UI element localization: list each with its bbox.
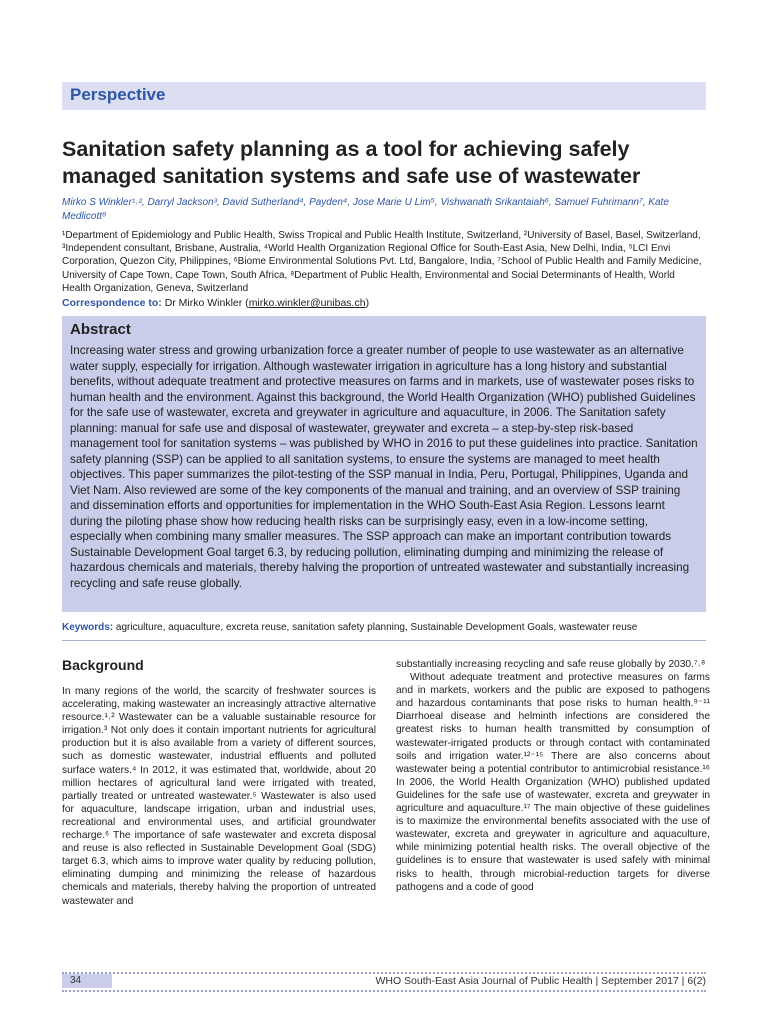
- abstract-heading: Abstract: [70, 321, 131, 338]
- article-title: Sanitation safety planning as a tool for achieving safely managed sanitation systems and safe use of wastewater: [62, 137, 641, 188]
- author-list: Mirko S Winkler¹˒², Darryl Jackson³, David Sutherland⁴, Payden⁴, Jose Marie U Lim⁵, Vishwanath Srikantaiah⁶, Samuel Fuhrimann⁷, Kate Medlicott⁸: [62, 197, 669, 222]
- keywords-label: Keywords:: [62, 622, 114, 633]
- right-column: [396, 658, 710, 894]
- keywords-divider: [62, 640, 706, 641]
- background-heading: Background: [62, 657, 144, 673]
- affiliations: ¹Department of Epidemiology and Public Health, Swiss Tropical and Public Health Institute, Switzerland, ²University of Basel, Basel, Switzerland, ³Independent consultant, Brisbane, Australia, ⁴World Health Organization Regional Office for South-East Asia, New Delhi, India, ⁵LCI Envi Corporation, Quezon City, Philippines, ⁶Biome Environmental Solutions Pvt. Ltd, Bangalore, India, ⁷School of Public Health and Family Medicine, University of Cape Town, Cape Town, South Africa, ⁸Department of Public Health, Environmental and Social Determinants of Health, World Health Organization, Geneva, Switzerland: [62, 230, 702, 294]
- abstract-box: [62, 316, 706, 612]
- correspondence-close: ): [365, 297, 370, 309]
- keywords-text: agriculture, aquaculture, excreta reuse, sanitation safety planning, Sustainable Development Goals, wastewater reuse: [115, 622, 638, 633]
- correspondence-name: Dr Mirko Winkler (: [164, 297, 249, 309]
- section-band: [62, 82, 706, 110]
- background-paragraph-2: Without adequate treatment and protective measures on farms and in markets, workers and the public are exposed to pathogens and hazardous contaminants that pose risks to human health.⁹⁻¹¹ Diarrhoeal disease and helminth infections are considered the greatest risks to human health transmitted by consumption of wastewater-irrigated products or through contact with contaminated soils and irrigation water.¹²⁻¹⁵ There are also concerns about wastewater being a potential contributor to antimicrobial resistance.¹⁶ In 2006, the World Health Organization (WHO) published updated Guidelines for the safe use of wastewater, excreta and greywater in agriculture and aquaculture.¹⁷ The main objective of these guidelines is to maximize the environmental benefits associated with the use of wastewater, excreta and greywater in agriculture and aquaculture, while minimizing potential health risks. The overall objective of the guidelines is to ensure that wastewater is used safely with minimal risks to health, through microbial-reduction targets for diverse pathogens and a code of good: [396, 672, 710, 893]
- page-number-box: [62, 974, 112, 988]
- correspondence-label: Correspondence to:: [62, 297, 162, 309]
- journal-citation: WHO South-East Asia Journal of Public Health | September 2017 | 6(2): [375, 975, 706, 987]
- abstract-text: Increasing water stress and growing urbanization force a greater number of people to use wastewater as an alternative water supply, especially for irrigation. Although wastewater irrigation in agriculture has a long history and substantial benefits, without adequate treatment and protective measures on farms and in markets, use of wastewater poses risks to human health and the environment. Against this background, the World Health Organization (WHO) published Guidelines for the safe use of wastewater, excreta and greywater in agriculture and aquaculture, in 2006. The Sanitation safety planning: manual for safe use and disposal of wastewater, greywater and excreta – a step-by-step risk-based management tool for sanitation systems – was published by WHO in 2016 to put these guidelines into practice. Sanitation safety planning (SSP) can be applied to all sanitation systems, to ensure the systems are managed to meet health objectives. This paper summarizes the pilot-testing of the SSP manual in India, Peru, Portugal, Philippines, Uganda and Viet Nam. Also reviewed are some of the key components of the manual and training, and an overview of SSP training and dissemination efforts and opportunities for implementation in the WHO South-East Asia Region. Lessons learnt during the piloting phase show how reducing health risks can be surprisingly easy, even in a low-income setting, especially when combining many smaller measures. The SSP approach can make an important contribution towards Sustainable Development Goal target 6.3, by reducing pollution, eliminating dumping and minimizing the release of hazardous chemicals and materials, thereby halving the proportion of untreated wastewater and substantially increasing recycling and safe reuse globally.: [70, 344, 698, 590]
- correspondence: [62, 296, 706, 310]
- keywords: [62, 621, 712, 634]
- background-paragraph-1: In many regions of the world, the scarcity of freshwater sources is accelerating, making wastewater an increasingly attractive alternative resource.¹˒² Wastewater can be a valuable sustainable resource for irrigation.³ Not only does it contain important nutrients for agricultural production but it is also available from a variety of different sources, such as domestic wastewater, industrial effluents and polluted surface waters.⁴ In 2012, it was estimated that, worldwide, about 20 million hectares of agricultural land were irrigated with treated, partially treated or untreated wastewater.⁵ Wastewater is also used for aquaculture, landscape irrigation, urban and industrial uses, recreational and environmental uses, and artificial groundwater recharge.⁶ The importance of safe wastewater and excreta disposal and reuse is also reflected in Sustainable Development Goal (SDG) target 6.3, which aims to improve water quality by reducing pollution, eliminating dumping and minimizing the release of hazardous chemicals and materials, thereby halving the proportion of untreated wastewater and: [62, 686, 376, 907]
- section-label: Perspective: [70, 85, 166, 104]
- left-column: [62, 657, 376, 908]
- correspondence-email-link[interactable]: mirko.winkler@unibas.ch: [248, 297, 366, 309]
- background-paragraph-1-continued: substantially increasing recycling and safe reuse globally by 2030.⁷˒⁸: [396, 659, 706, 670]
- page-number: 34: [70, 975, 82, 986]
- footer-divider-bottom: [62, 990, 706, 992]
